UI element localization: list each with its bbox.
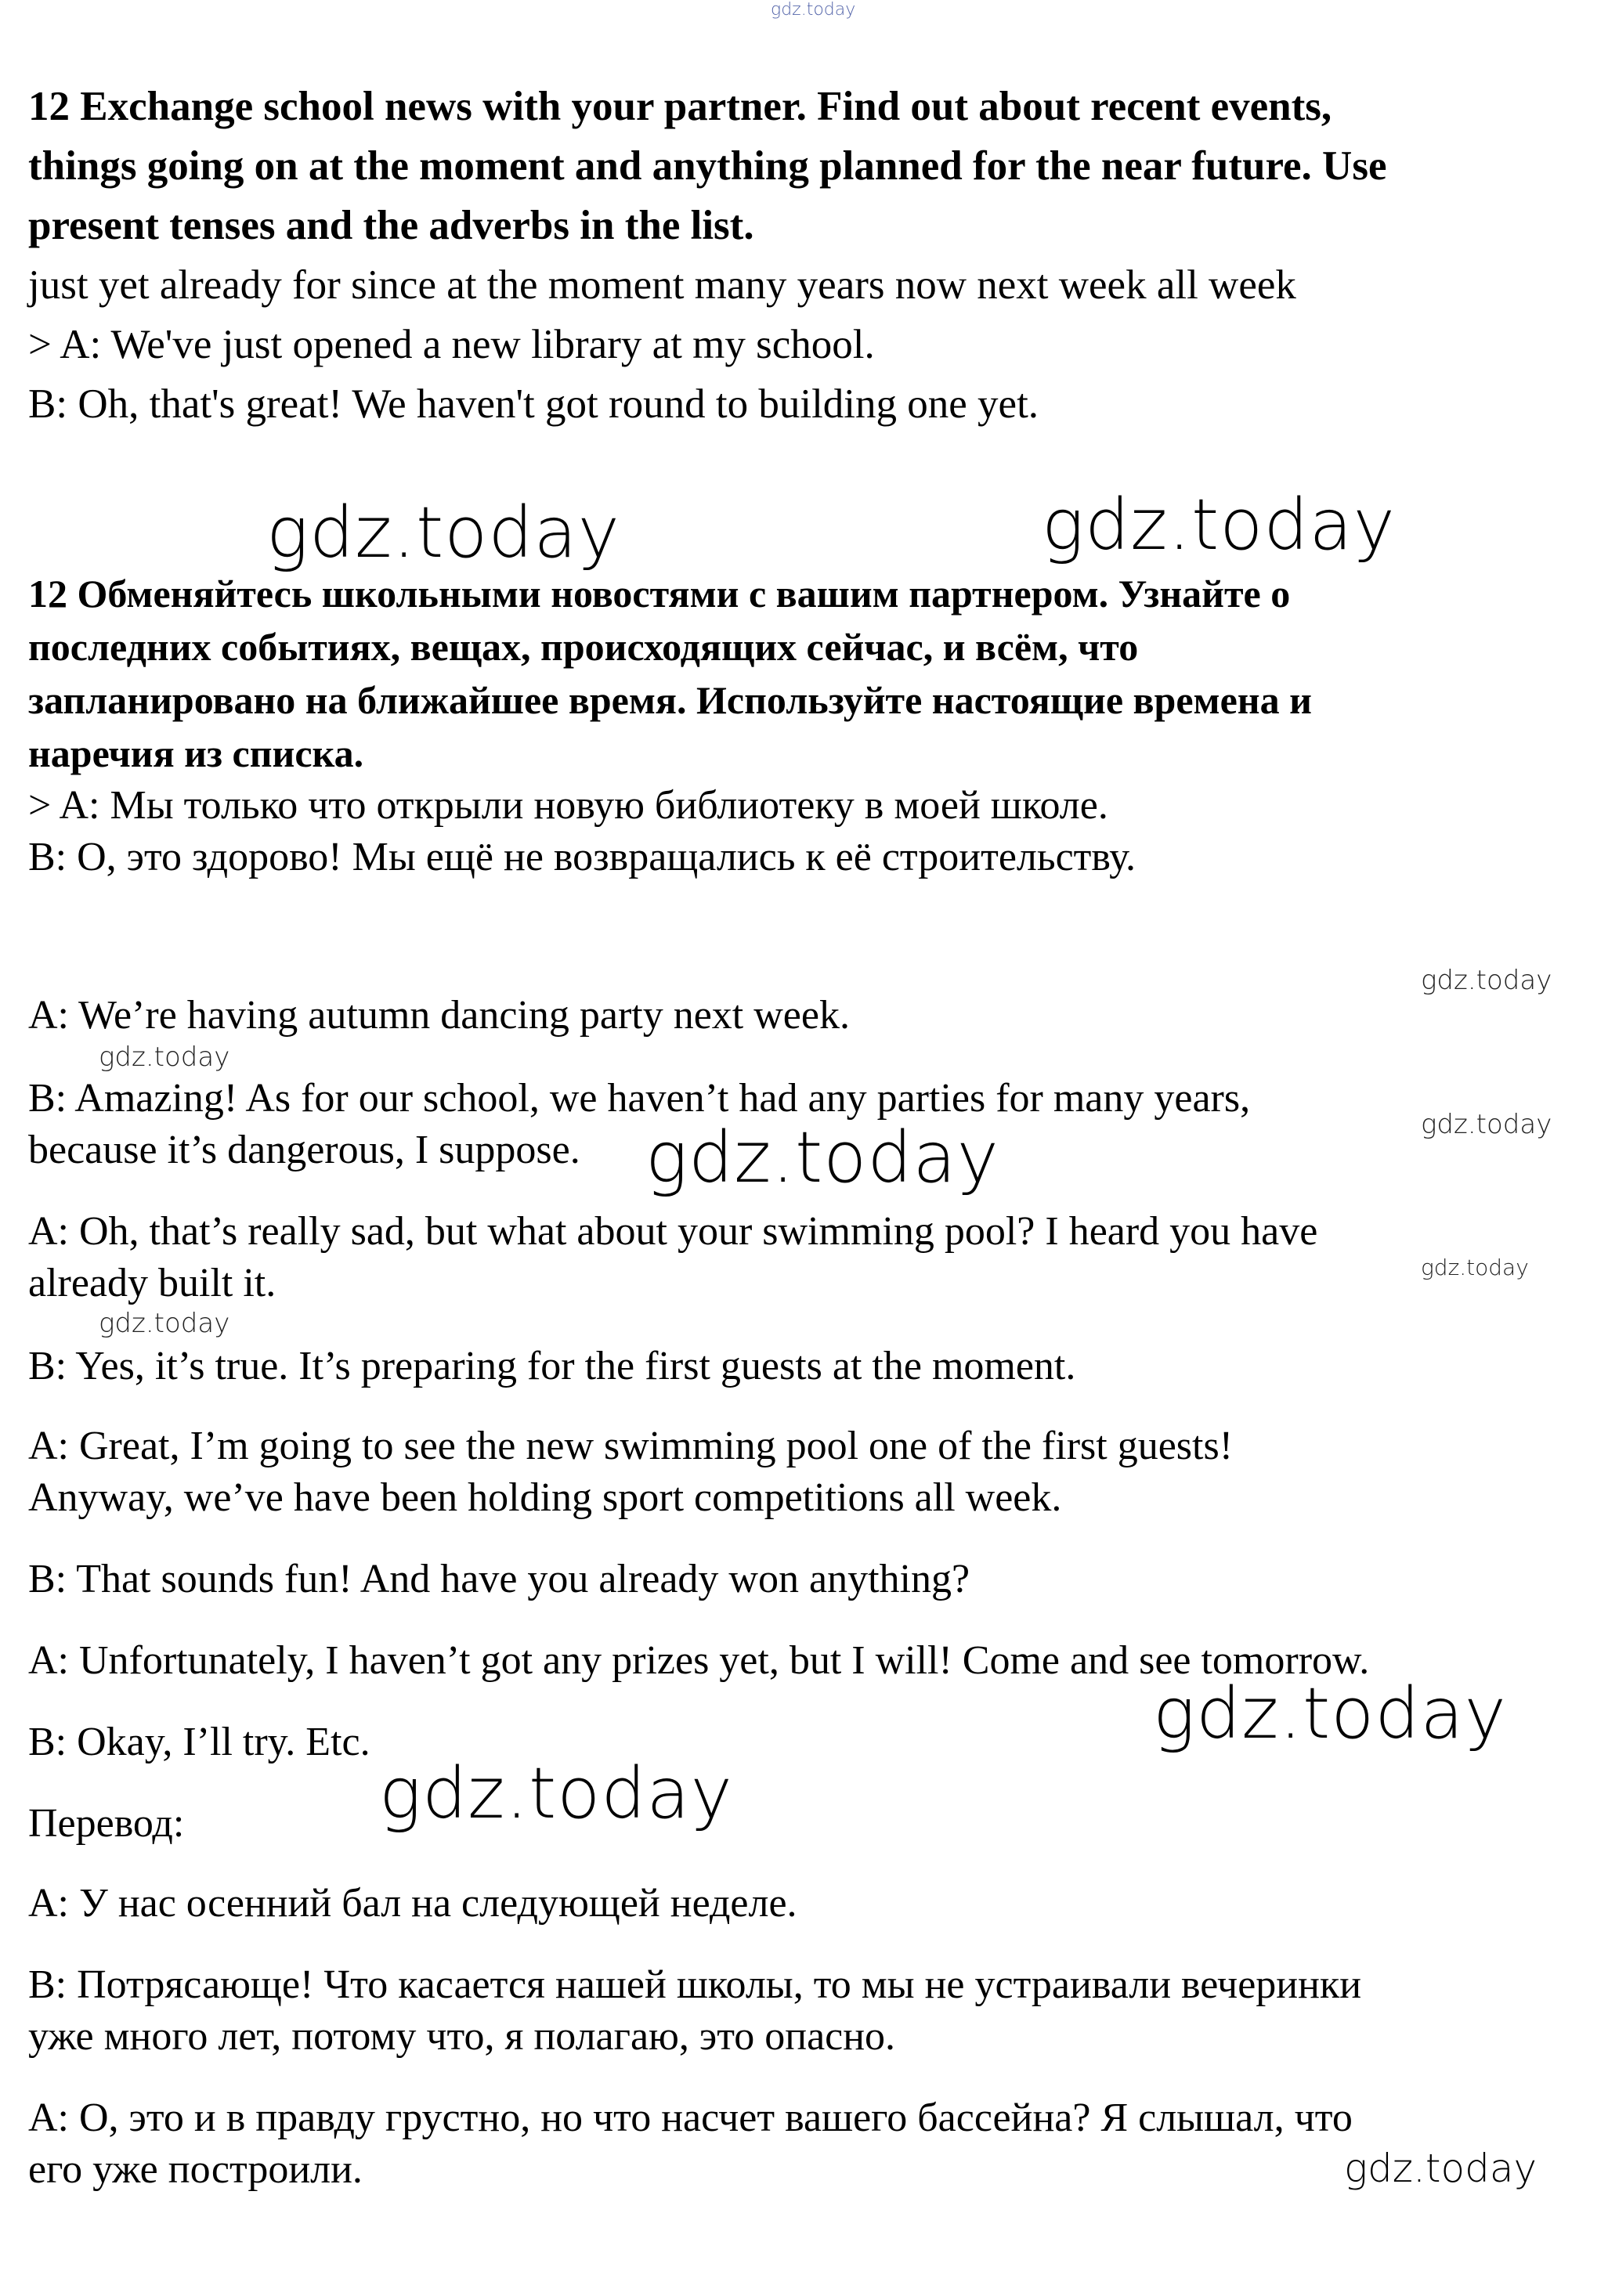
dialogue-ru-line-4: A: О, это и в правду грустно, но что насчет вашего бассейна? Я слышал, что bbox=[28, 2096, 1353, 2140]
dialogue-en-line-2: B: Amazing! As for our school, we haven’t had any parties for many years, bbox=[28, 1076, 1251, 1121]
dialogue-en-line-10: A: Unfortunately, I haven’t got any prizes yet, but I will! Come and see tomorrow. bbox=[28, 1638, 1370, 1683]
watermark: gdz.today bbox=[1421, 965, 1552, 996]
task-heading-en-line-3: present tenses and the adverbs in the list. bbox=[28, 203, 754, 248]
task-heading-ru-line-3: запланировано на ближайшее время. Используйте настоящие времена и bbox=[28, 678, 1312, 722]
dialogue-ru-line-3: уже много лет, потому что, я полагаю, это опасно. bbox=[28, 2014, 896, 2059]
watermark: gdz.today bbox=[379, 1753, 733, 1835]
watermark: gdz.today bbox=[1042, 484, 1396, 566]
watermark: gdz.today bbox=[1421, 1109, 1552, 1140]
watermark: gdz.today bbox=[99, 1308, 230, 1339]
dialogue-en-line-1: A: We’re having autumn dancing party next week. bbox=[28, 993, 850, 1038]
dialogue-en-line-7: A: Great, I’m going to see the new swimming pool one of the first guests! bbox=[28, 1424, 1234, 1468]
example-ru-line-b: B: О, это здорово! Мы ещё не возвращались к её строительству. bbox=[28, 835, 1136, 879]
dialogue-ru-line-2: B: Потрясающе! Что касается нашей школы, то мы не устраивали вечеринки bbox=[28, 1962, 1362, 2007]
watermark: gdz.today bbox=[771, 0, 856, 20]
dialogue-ru-line-5: его уже построили. bbox=[28, 2147, 363, 2192]
dialogue-en-line-3: because it’s dangerous, I suppose. bbox=[28, 1128, 580, 1172]
dialogue-en-line-11: B: Okay, I’ll try. Etc. bbox=[28, 1720, 370, 1764]
dialogue-en-line-8: Anyway, we’ve have been holding sport competitions all week. bbox=[28, 1475, 1062, 1520]
watermark: gdz.today bbox=[1153, 1673, 1507, 1755]
adverb-word-list: just yet already for since at the moment many years now next week all week bbox=[28, 262, 1296, 308]
watermark: gdz.today bbox=[645, 1117, 999, 1199]
dialogue-en-line-6: B: Yes, it’s true. It’s preparing for the first guests at the moment. bbox=[28, 1344, 1076, 1388]
translation-label: Перевод: bbox=[28, 1801, 185, 1846]
dialogue-en-line-5: already built it. bbox=[28, 1261, 276, 1305]
watermark: gdz.today bbox=[99, 1042, 230, 1073]
dialogue-en-line-9: B: That sounds fun! And have you already won anything? bbox=[28, 1557, 970, 1601]
example-line-a: > A: We've just opened a new library at my school. bbox=[28, 322, 875, 367]
watermark: gdz.today bbox=[1344, 2146, 1538, 2191]
example-ru-line-a: > A: Мы только что открыли новую библиотеку в моей школе. bbox=[28, 783, 1108, 828]
dialogue-en-line-4: A: Oh, that’s really sad, but what about your swimming pool? I heard you have bbox=[28, 1209, 1318, 1254]
task-heading-en-line-1: 12 Exchange school news with your partner. Find out about recent events, bbox=[28, 84, 1332, 129]
task-heading-ru-line-4: наречия из списка. bbox=[28, 731, 364, 775]
watermark: gdz.today bbox=[266, 492, 620, 574]
example-line-b: B: Oh, that's great! We haven't got round to building one yet. bbox=[28, 381, 1039, 427]
watermark: gdz.today bbox=[1421, 1254, 1529, 1280]
dialogue-ru-line-1: A: У нас осенний бал на следующей неделе. bbox=[28, 1881, 797, 1926]
task-heading-ru-line-1: 12 Обменяйтесь школьными новостями с вашим партнером. Узнайте о bbox=[28, 572, 1291, 616]
task-heading-ru-line-2: последних событиях, вещах, происходящих сейчас, и всём, что bbox=[28, 625, 1139, 669]
task-heading-en-line-2: things going on at the moment and anything planned for the near future. Use bbox=[28, 143, 1387, 189]
